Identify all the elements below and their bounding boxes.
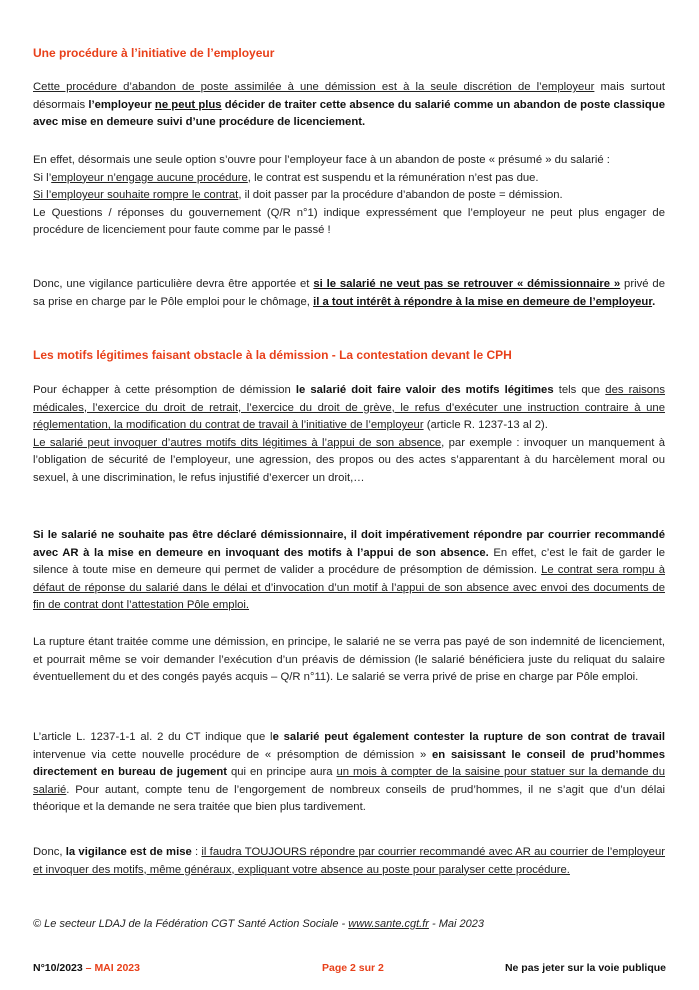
credit-line: © Le secteur LDAJ de la Fédération CGT Santé Action Sociale - www.sante.cgt.fr - Mai 2023 [33, 918, 484, 930]
paragraph-cph-contestation: L’article L. 1237-1-1 al. 2 du CT indique que le salarié peut également contester la rupture de son contrat de travail intervenue via cette nouvelle procédure de « présomption de démission » en saisissant le conseil de prud’hommes directement en bureau de jugement qui en principe aura un mois à compter de la saisine pour statuer sur la demande du salarié. Pour autant, compte tenu de l’engorgement de nombreux conseils de prud’hommes, il ne s’agit que d’un délai théorique et la demande ne sera traitée que bien plus tardivement. [33, 731, 665, 814]
paragraph-vigilance-reply: Donc, une vigilance particulière devra être apportée et si le salarié ne veut pas se retrouver « démissionnaire » privé de sa prise en charge par le Pôle emploi pour le chômage, il a tout intérêt à répondre à la mise en demeure de l’employeur. [33, 278, 665, 308]
paragraph-conclusion: Donc, la vigilance est de mise : il faudra TOUJOURS répondre par courrier recommandé avec AR au courrier de l’employeur et invoquer des motifs, même généraux, expliquant votre absence au poste pour paralyser cette procédure. [33, 846, 666, 876]
section-title-legitimate-reasons: Les motifs légitimes faisant obstacle à la démission - La contestation devant le CPH [33, 348, 512, 362]
paragraph-rupture-consequences: La rupture étant traitée comme une démission, en principe, le salarié ne se verra pas payé de son indemnité de licenciement, et pourrait même se voir demander l’exécution d’un préavis de démission (le salarié bénéficiera juste du reliquat du salaire éventuellement du et des congés payés acquis – Q/R n°11). Le salarié se verra privé de prise en charge par Pôle emploi. [33, 636, 665, 684]
footer-issue: N°10/2023 – MAI 2023 [33, 962, 140, 974]
paragraph-legitimate-reasons: Pour échapper à cette présomption de démission le salarié doit faire valoir des motifs légitimes tels que des raisons médicales, l’exercice du droit de retrait, l’exercice du droit de grève, le refus d’exécuter une instruction contraire à une réglementation, la modification du contrat de travail à l’initiative de l’employeur (article R. 1237-13 al 2). Le salarié peut invoquer d’autres motifs dits légitimes à l’appui de son absence, par exemple : invoquer un manquement à l’obligation de sécurité de l’employeur, une agression, des propos ou des actes s’apparentant à du harcèlement moral ou sexuel, à une discrimination, le refus injustifié d’exercer un droit,… [33, 384, 665, 484]
footer-page-number: Page 2 sur 2 [322, 962, 384, 974]
website-link[interactable]: www.sante.cgt.fr [348, 918, 429, 930]
paragraph-single-option: En effet, désormais une seule option s’ouvre pour l’employeur face à un abandon de poste « présumé » du salarié : Si l’employeur n’engage aucune procédure, le contrat est suspendu et la rémunération n’est pas due. Si l’employeur souhaite rompre le contrat, il doit passer par la procédure d’abandon de poste = démission. Le Questions / réponses du gouvernement (Q/R n°1) indique expressément que l’employeur ne peut plus engager de procédure de licenciement pour faute comme par le passé ! [33, 154, 665, 237]
paragraph-must-reply: Si le salarié ne souhaite pas être déclaré démissionnaire, il doit impérativement répondre par courrier recommandé avec AR à la mise en demeure en invoquant des motifs à l’appui de son absence. En effet, c’est le fait de garder le silence à toute mise en demeure qui permet de valider a procédure de présomption de démission. Le contrat sera rompu à défaut de réponse du salarié dans le délai et d’invocation d’un motif à l’appui de son absence avec envoi des documents de fin de contrat dont l’attestation Pôle emploi. [33, 529, 665, 612]
section-title-employer-procedure: Une procédure à l’initiative de l’employeur [33, 46, 275, 60]
footer-notice: Ne pas jeter sur la voie publique [504, 962, 666, 974]
paragraph-procedure-discretion: Cette procédure d’abandon de poste assimilée à une démission est à la seule discrétion de l’employeur mais surtout désormais l’employeur ne peut plus décider de traiter cette absence du salarié comme un abandon de poste classique avec mise en demeure suivi d’une procédure de licenciement. [33, 81, 665, 129]
